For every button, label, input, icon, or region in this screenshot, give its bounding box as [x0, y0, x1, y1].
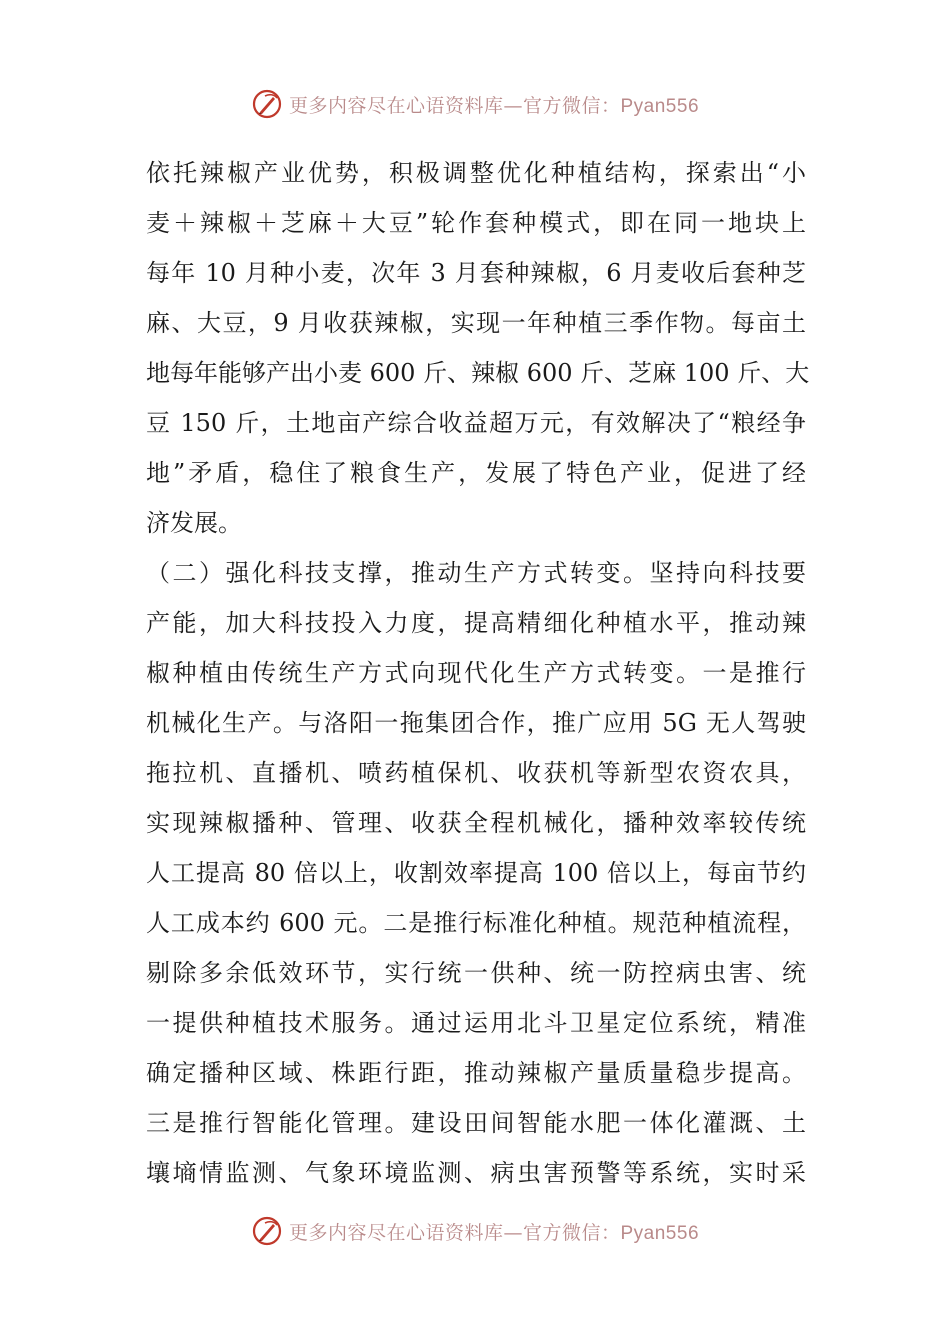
- header-banner: [0, 84, 950, 124]
- text-line: 济发展。: [146, 509, 242, 537]
- wechat-id: Pyan556: [620, 95, 700, 117]
- text-line: 实现辣椒播种、管理、收获全程机械化，播种效率较传统: [146, 809, 806, 837]
- banner-caption: 更多内容尽在心语资料库—官方微信：: [288, 94, 621, 117]
- text-line: 麻、大豆，9 月收获辣椒，实现一年种植三季作物。每亩土: [146, 309, 806, 337]
- text-line: 麦＋辣椒＋芝麻＋大豆”轮作套种模式，即在同一地块上: [146, 209, 806, 237]
- wechat-id: Pyan556: [620, 1222, 700, 1244]
- text-line: 确定播种区域、株距行距，推动辣椒产量质量稳步提高。: [146, 1059, 806, 1087]
- text-line: （二）强化科技支撑，推动生产方式转变。坚持向科技要: [146, 559, 806, 587]
- text-line: 地每年能够产出小麦 600 斤、辣椒 600 斤、芝麻 100 斤、大: [146, 359, 810, 387]
- text-line: 豆 150 斤，土地亩产综合收益超万元，有效解决了“粮经争: [146, 409, 806, 437]
- banner-text: [289, 91, 699, 118]
- text-line: 产能，加大科技投入力度，提高精细化种植水平，推动辣: [146, 609, 806, 637]
- text-line: 依托辣椒产业优势，积极调整优化种植结构，探索出“小: [146, 159, 806, 187]
- text-line: 每年 10 月种小麦，次年 3 月套种辣椒，6 月麦收后套种芝: [146, 259, 806, 287]
- text-line: 剔除多余低效环节，实行统一供种、统一防控病虫害、统: [146, 959, 806, 987]
- quill-pen-logo-icon: [251, 88, 283, 120]
- text-line: 三是推行智能化管理。建设田间智能水肥一体化灌溉、土: [146, 1109, 806, 1137]
- text-line: 人工提高 80 倍以上，收割效率提高 100 倍以上，每亩节约: [146, 859, 806, 887]
- quill-pen-logo-icon: [251, 1215, 283, 1247]
- text-line: 人工成本约 600 元。二是推行标准化种植。规范种植流程，: [146, 909, 806, 937]
- footer-banner: [0, 1211, 950, 1251]
- text-line: 椒种植由传统生产方式向现代化生产方式转变。一是推行: [146, 659, 806, 687]
- banner-caption: 更多内容尽在心语资料库—官方微信：: [288, 1221, 621, 1244]
- text-line: 拖拉机、直播机、喷药植保机、收获机等新型农资农具，: [146, 759, 806, 787]
- document-body: [146, 148, 810, 1198]
- text-line: 一提供种植技术服务。通过运用北斗卫星定位系统，精准: [146, 1009, 806, 1037]
- banner-text: [289, 1218, 699, 1245]
- text-line: 地”矛盾，稳住了粮食生产，发展了特色产业，促进了经: [146, 459, 806, 487]
- text-line: 壤墒情监测、气象环境监测、病虫害预警等系统，实时采: [146, 1159, 806, 1187]
- text-line: 机械化生产。与洛阳一拖集团合作，推广应用 5G 无人驾驶: [146, 709, 806, 737]
